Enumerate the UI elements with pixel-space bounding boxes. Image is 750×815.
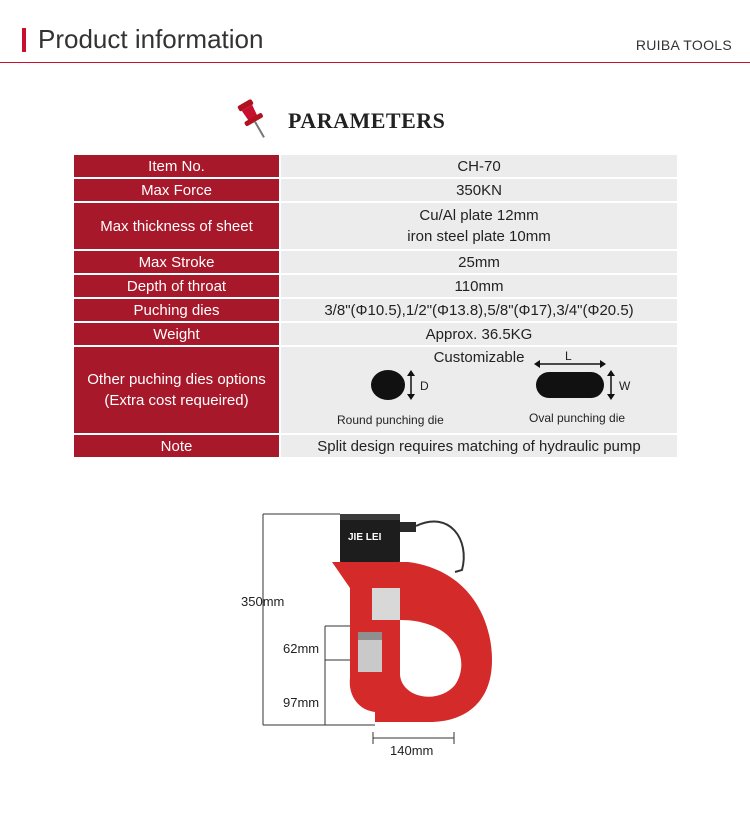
- oval-die-shape: [536, 372, 604, 398]
- dim-throat-upper: 62mm: [283, 641, 320, 656]
- page-title: Product information: [38, 24, 264, 54]
- spec-label-weight: Weight: [74, 323, 281, 345]
- dim-l-label: L: [565, 349, 572, 363]
- spec-label-max-thickness: Max thickness of sheet: [74, 203, 281, 249]
- spec-label-max-stroke: Max Stroke: [74, 251, 281, 273]
- dim-w-label: W: [619, 379, 631, 393]
- spec-value-puching-dies: 3/8"(Φ10.5),1/2"(Φ13.8),5/8"(Φ17),3/4"(Φ20.5): [281, 299, 677, 321]
- round-die-shape: [371, 370, 405, 400]
- table-row: [74, 179, 677, 201]
- spec-value-max-thickness: [281, 203, 677, 249]
- die-options-diagram: [281, 347, 677, 433]
- other-dies-extra-cost: (Extra cost requeired): [104, 392, 249, 409]
- spec-value-item-no: CH-70: [281, 155, 677, 177]
- spec-label-item-no: Item No.: [74, 155, 281, 177]
- thickness-cu-al: Cu/Al plate 12mm: [419, 207, 539, 224]
- spec-value-max-force: 350KN: [281, 179, 677, 201]
- tool-logo: JIE LEI: [348, 532, 382, 543]
- table-row: [74, 155, 677, 177]
- spec-table: [74, 153, 677, 459]
- spec-value-weight: Approx. 36.5KG: [281, 323, 677, 345]
- spec-value-max-stroke: 25mm: [281, 251, 677, 273]
- header-accent-bar: [22, 28, 26, 52]
- spec-label-max-force: Max Force: [74, 179, 281, 201]
- oval-die-caption: Oval punching die: [529, 411, 626, 425]
- product-photo: [230, 500, 520, 770]
- section-title: PARAMETERS: [288, 108, 446, 133]
- table-row: [74, 203, 677, 249]
- table-row: [74, 251, 677, 273]
- brand-name: RUIBA TOOLS: [635, 37, 732, 53]
- spec-label-note: Note: [74, 435, 281, 457]
- dim-throat-lower: 97mm: [283, 695, 320, 710]
- table-row: [74, 299, 677, 321]
- table-row: [74, 347, 677, 433]
- other-dies-label: Other puching dies options: [87, 371, 266, 388]
- pushpin-icon: [232, 98, 276, 142]
- spec-label-depth-of-throat: Depth of throat: [74, 275, 281, 297]
- spec-label-puching-dies: Puching dies: [74, 299, 281, 321]
- round-die-caption: Round punching die: [337, 413, 444, 427]
- spec-value-note: Split design requires matching of hydraulic pump: [281, 435, 677, 457]
- dim-height: 350mm: [241, 594, 285, 609]
- table-row: [74, 435, 677, 457]
- table-row: [74, 323, 677, 345]
- page-header: [0, 0, 750, 63]
- dim-d-label: D: [420, 379, 429, 393]
- spec-value-depth-of-throat: 110mm: [281, 275, 677, 297]
- table-row: [74, 275, 677, 297]
- customizable-label: Customizable: [433, 349, 525, 366]
- spec-value-other-dies: [281, 347, 677, 433]
- dim-width: 140mm: [390, 743, 434, 758]
- thickness-iron-steel: iron steel plate 10mm: [407, 228, 551, 245]
- spec-label-other-dies: [74, 347, 281, 433]
